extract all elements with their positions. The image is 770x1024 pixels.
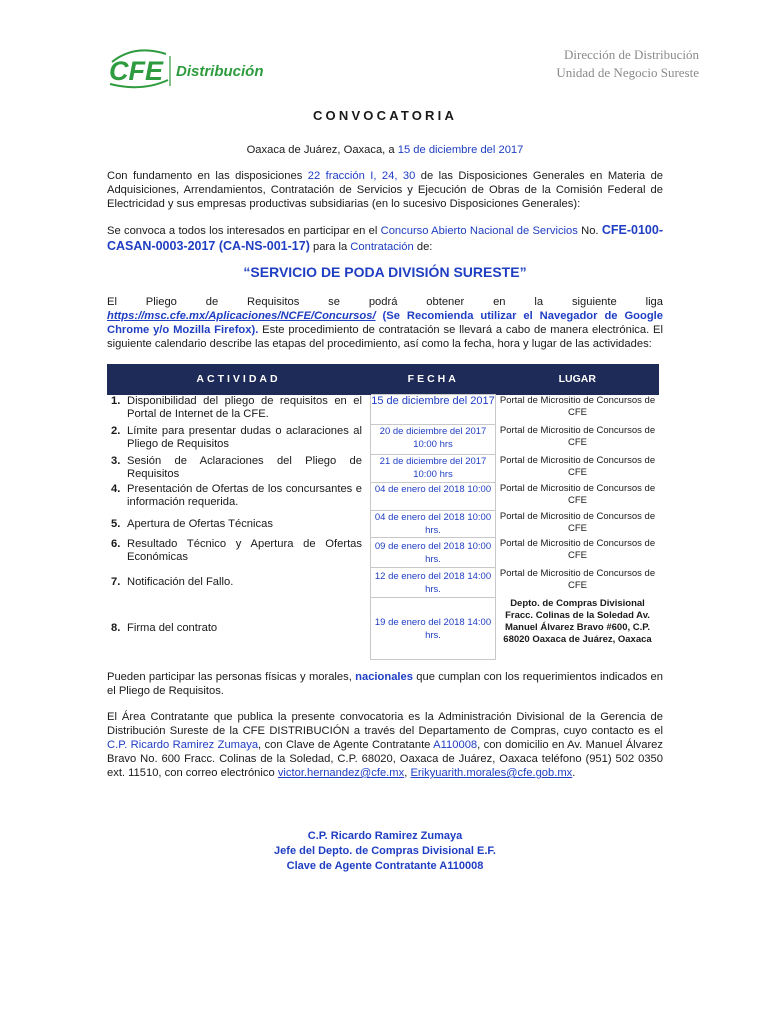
p3-text-c: Este procedimiento de contratación se llevará a cabo de manera electrónica. El siguiente calendario describe las etapas del procedimiento, así como la fecha, hora y lugar de las actividades: (107, 324, 664, 350)
date-cell: 04 de enero del 2018 10:00 hrs. (371, 511, 496, 538)
org-header (556, 46, 699, 82)
activity-text: Límite para presentar dudas o aclaraciones al Pliego de Requisitos (127, 424, 362, 450)
email-link-erik[interactable]: Erikyuarith.morales@cfe.gob.mx (410, 767, 573, 779)
activity-cell (107, 598, 371, 660)
activity-number: 4. (111, 482, 121, 495)
p5-period: . (572, 767, 576, 779)
date-value: 15 de diciembre del 2017 (397, 144, 524, 156)
p2-text-a: Se convoca a todos los interesados en participar en el (107, 225, 381, 237)
p2-text-g: de: (413, 241, 433, 253)
signer-key: Clave de Agente Contratante A110008 (286, 860, 484, 872)
date-cell: 09 de enero del 2018 10:00 hrs. (371, 538, 496, 568)
table-row (107, 483, 659, 511)
date-cell: 21 de diciembre del 2017 10:00 hrs (371, 455, 496, 483)
activity-text: Presentación de Ofertas de los concursantes e información requerida. (127, 482, 362, 508)
p5-text-c: , con Clave de Agente Contratante (258, 739, 434, 751)
place-cell: Depto. de Compras Divisional Fracc. Colinas de la Soledad Av. Manuel Álvarez Bravo #600, C.P. 68020 Oaxaca de Juárez, Oaxaca (503, 597, 652, 645)
p2-contest-type: Concurso Abierto Nacional de Servicios (380, 225, 578, 237)
table-row (107, 395, 659, 425)
cfe-logo-mark (106, 46, 276, 94)
document-date (0, 144, 770, 156)
activity-cell (107, 538, 371, 568)
place-cell: Portal de Micrositio de Concursos de CFE (499, 394, 656, 418)
table-row (107, 425, 659, 455)
p4-nacionales: nacionales (355, 671, 413, 683)
cfe-logo (106, 46, 276, 94)
activity-number: 2. (111, 424, 121, 437)
document-title: CONVOCATORIA (312, 108, 458, 123)
activities-table (107, 364, 659, 660)
email-link-victor[interactable]: victor.hernandez@cfe.mx (277, 767, 405, 779)
header-actividad: ACTIVIDAD (107, 364, 371, 395)
activity-cell (107, 483, 371, 511)
p5-separator: , (404, 767, 411, 779)
logo-text: CFE (109, 56, 163, 86)
activity-cell (107, 511, 371, 538)
p5-agent-key: A110008 (433, 739, 478, 751)
activity-text: Resultado Técnico y Apertura de Ofertas Económicas (127, 537, 362, 563)
activity-cell (107, 395, 371, 425)
date-cell: 19 de enero del 2018 14:00 hrs. (371, 598, 496, 660)
pliego-link[interactable]: https://msc.cfe.mx/Aplicaciones/NCFE/Concursos/ (107, 310, 376, 322)
place-cell: Portal de Micrositio de Concursos de CFE (499, 454, 656, 478)
activity-text: Notificación del Fallo. (127, 576, 234, 588)
table-row (107, 511, 659, 538)
table-header-row (107, 364, 659, 395)
place-cell: Portal de Micrositio de Concursos de CFE (499, 424, 656, 448)
p5-text-a: El Área Contratante que publica la presente convocatoria es la Administración Divisional de la Gerencia de Distribución Sureste de la CFE DISTRIBUCIÓN a través del Departamento de Compras, cuyo contacto es el (107, 711, 663, 737)
date-cell: 15 de diciembre del 2017 (371, 395, 496, 425)
org-line-1: Dirección de Distribución (563, 47, 699, 62)
p2-text-c: No. (577, 225, 602, 237)
place-cell: Portal de Micrositio de Concursos de CFE (499, 482, 656, 506)
date-prefix: Oaxaca de Juárez, Oaxaca, a (246, 144, 398, 156)
activity-cell (107, 425, 371, 455)
activity-number: 6. (111, 537, 121, 550)
place-cell: Portal de Micrositio de Concursos de CFE (499, 510, 656, 534)
paragraph-convocatoria (107, 223, 663, 255)
activity-cell (107, 568, 371, 598)
table-row (107, 568, 659, 598)
date-cell: 04 de enero del 2018 10:00 (371, 483, 496, 511)
table-row (107, 598, 659, 660)
activity-text: Apertura de Ofertas Técnicas (127, 517, 273, 530)
place-cell: Portal de Micrositio de Concursos de CFE (499, 537, 656, 561)
p5-contact-name: C.P. Ricardo Ramirez Zumaya (107, 739, 259, 751)
p3-text-a: El Pliego de Requisitos se podrá obtener en la siguiente liga (107, 296, 663, 308)
service-title: “SERVICIO DE PODA DIVISIÓN SURESTE” (243, 264, 527, 280)
header-lugar: LUGAR (496, 364, 660, 395)
p1-text-a: Con fundamento en las disposiciones (107, 170, 308, 182)
place-cell: Portal de Micrositio de Concursos de CFE (499, 567, 656, 591)
activity-cell (107, 455, 371, 483)
p2-contest-number: CFE-0100-CASAN-0003-2017 (CA-NS-001-17) (107, 223, 663, 253)
paragraph-pliego (107, 295, 663, 351)
p2-contratacion: Contratación (350, 241, 414, 253)
table-row (107, 538, 659, 568)
org-line-2: Unidad de Negocio Sureste (556, 65, 699, 80)
date-cell: 20 de diciembre del 2017 10:00 hrs (371, 425, 496, 455)
activity-number: 3. (111, 454, 121, 467)
p4-text-a: Pueden participar las personas físicas y morales, (107, 671, 356, 683)
table-row (107, 455, 659, 483)
activity-text: Firma del contrato (127, 622, 218, 634)
signature-block (0, 829, 770, 874)
paragraph-fundamento (107, 169, 663, 211)
header-fecha: FECHA (371, 364, 496, 395)
activity-number: 8. (111, 622, 121, 634)
activity-number: 7. (111, 576, 121, 588)
p1-text-c: de las Disposiciones Generales en Materia de Adquisiciones, Arrendamientos, Contratación de Servicios y Ejecución de Obras de la Comisión Federal de Electricidad y sus empresas productivas subsidiarias (en lo sucesivo Disposiciones Generales): (107, 170, 664, 210)
activity-text: Disponibilidad del pliego de requisitos en el Portal de Internet de la CFE. (127, 394, 362, 420)
paragraph-area-contratante (107, 710, 663, 780)
p5-text-e: , con domicilio en Av. Manuel Álvarez Bravo No. 600 Fracc. Colinas de la Soledad, C.P. 68020, Oaxaca de Juárez, Oaxaca teléfono (951) 502 0350 ext. 11510, con correo electrónico (107, 739, 663, 779)
p2-text-e: para la (309, 241, 351, 253)
p4-text-c: que cumplan con los requerimientos indicados en el Pliego de Requisitos. (107, 671, 663, 697)
activity-text: Sesión de Aclaraciones del Pliego de Requisitos (127, 454, 362, 480)
signer-name: C.P. Ricardo Ramirez Zumaya (307, 830, 463, 842)
activity-number: 5. (111, 517, 121, 530)
date-cell: 12 de enero del 2018 14:00 hrs. (371, 568, 496, 598)
signer-role: Jefe del Depto. de Compras Divisional E.F. (274, 845, 496, 857)
paragraph-participantes (107, 670, 663, 698)
p1-articles: 22 fracción I, 24, 30 (307, 170, 416, 182)
p3-browser-note: (Se Recomienda utilizar el Navegador de Google Chrome y/o Mozilla Firefox). (107, 310, 663, 336)
logo-subtitle: Distribución (176, 63, 264, 80)
activity-number: 1. (111, 394, 121, 407)
